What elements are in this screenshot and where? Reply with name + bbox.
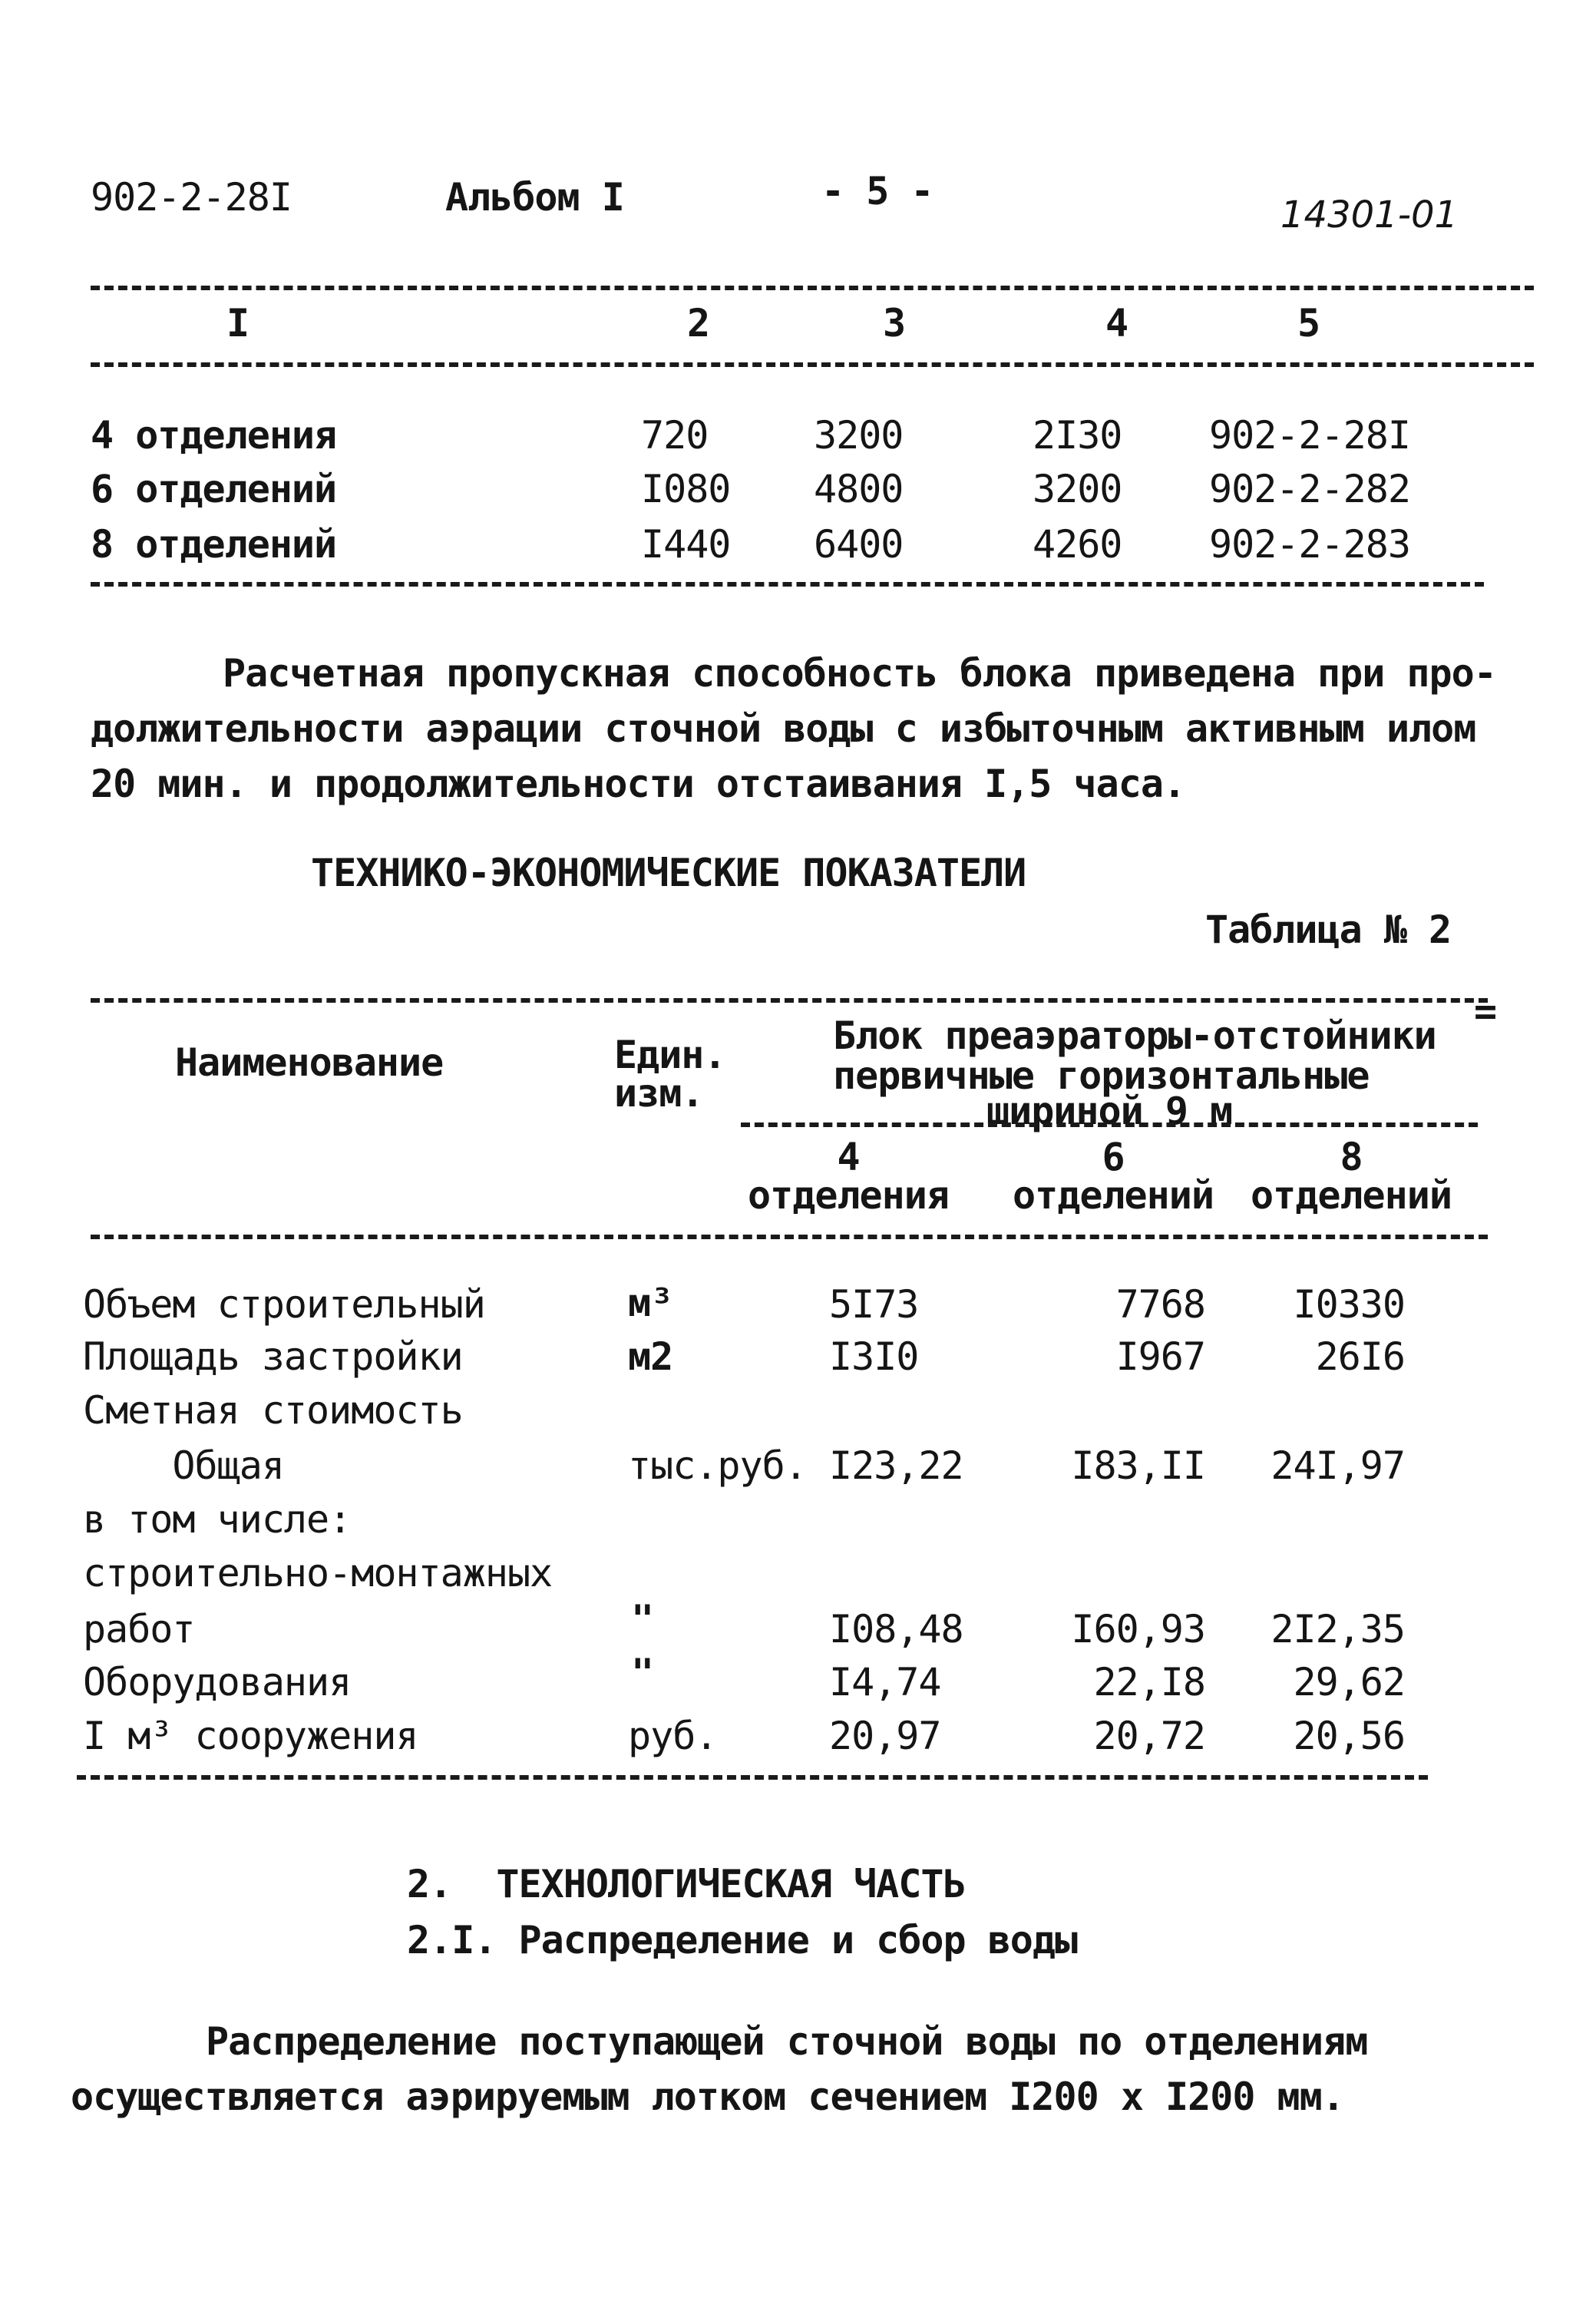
table2-row-v8: 26I6 [1315,1334,1405,1379]
table2-row-unit: руб. [628,1714,718,1758]
table2-row-unit: м³ [628,1281,673,1325]
table2-sub-label-8: отделений [1251,1173,1452,1218]
table2-header-group-2: первичные горизонтальные [833,1053,1370,1098]
table2-row-name: работ [83,1607,195,1651]
handwritten-number: 14301-01 [1280,193,1459,236]
table2-row-unit: м2 [628,1334,673,1379]
table1-cell: 3200 [1033,467,1122,511]
table2-row-v4: I3I0 [829,1334,919,1379]
paragraph-line: 20 мин. и продолжительности отстаивания I,5 часа. [91,762,1186,806]
table2-row-v8: 24I,97 [1271,1443,1405,1488]
table2-row-name: Площадь застройки [83,1334,463,1379]
table2-row-name: Объем строительный [83,1282,485,1327]
table2-row-name: I м³ сооружения [83,1714,418,1758]
table2-row-name: строительно-монтажных [83,1551,553,1595]
table2-row-v6: I967 [1115,1334,1205,1379]
table2-header-unit-2: изм. [614,1071,704,1116]
section2-line: осуществляется аэрируемым лотком сечением I200 x I200 мм. [71,2075,1344,2119]
paragraph-line: Расчетная пропускная способность блока приведена при про- [223,651,1496,696]
table2-row-v8: I0330 [1293,1282,1405,1327]
table2-header-rule [91,1235,1488,1239]
table1-header-rule [91,362,1534,367]
table2-row-unit: " [631,1597,654,1642]
table1-col-3: 3 [883,301,906,346]
table2-header-group-1: Блок преаэраторы-отстойники [833,1013,1436,1058]
table2-row-v4: I23,22 [829,1443,963,1488]
table2-row-v8: 2I2,35 [1271,1607,1405,1651]
table2-sub-label-4: отделения [748,1173,949,1218]
table2-row-v6: I83,II [1071,1443,1205,1488]
table1-col-1: I [226,301,249,346]
table2-row-name: в том числе: [83,1497,352,1542]
table2-header-group-3: шириной 9 м [986,1089,1233,1133]
table2-top-rule [91,998,1488,1003]
table2-row-unit: " [631,1651,654,1695]
album-label: Альбом I [445,175,624,220]
table2-sub-num-4: 4 [837,1135,860,1179]
table1-cell: 902-2-28I [1209,413,1410,458]
table1-cell: 6400 [814,522,904,567]
table1-cell: 4260 [1033,522,1122,567]
table1-cell: 720 [641,413,709,458]
table1-cell: I440 [641,522,731,567]
table1-col-2: 2 [687,301,710,346]
table2-row-v6: 20,72 [1093,1714,1205,1758]
table1-cell: 6 отделений [91,467,337,511]
table1-cell: 4800 [814,467,904,511]
table2-row-v4: 20,97 [829,1714,941,1758]
section-title: ТЕХНИКО-ЭКОНОМИЧЕСКИЕ ПОКАЗАТЕЛИ [311,851,1026,895]
table2-row-v4: I08,48 [829,1607,963,1651]
section2-title: 2. ТЕХНОЛОГИЧЕСКАЯ ЧАСТЬ [407,1862,966,1906]
table2-row-v8: 20,56 [1293,1714,1405,1758]
table2-label: Таблица № 2 [1205,908,1452,952]
table1-col-5: 5 [1297,301,1320,346]
page-number: - 5 - [821,169,933,213]
table2-header-unit-1: Един. [614,1033,726,1077]
document-code: 902-2-28I [91,175,292,220]
table2-sub-num-8: 8 [1340,1135,1363,1179]
table2-row-v6: 7768 [1115,1282,1205,1327]
table2-row-v8: 29,62 [1293,1660,1405,1704]
section2-line: Распределение поступающей сточной воды по отделениям [206,2019,1368,2064]
table2-corner-mark: = [1474,989,1497,1033]
table2-sub-num-6: 6 [1102,1135,1125,1179]
table1-cell: 4 отделения [91,413,337,458]
table2-group-rule [741,1122,1478,1127]
table1-cell: 902-2-283 [1209,522,1410,567]
table1-col-4: 4 [1105,301,1128,346]
paragraph-line: должительности аэрации сточной воды с избыточным активным илом [91,706,1476,751]
table2-row-v4: 5I73 [829,1282,919,1327]
table1-cell: 2I30 [1033,413,1122,458]
table2-row-v4: I4,74 [829,1660,941,1704]
table2-row-name: Общая [83,1443,284,1488]
table1-cell: 902-2-282 [1209,467,1410,511]
table2-row-name: Оборудования [83,1660,352,1704]
table2-sub-label-6: отделений [1013,1173,1214,1218]
section2-subtitle: 2.I. Распределение и сбор воды [407,1918,1078,1962]
table1-cell: I080 [641,467,731,511]
table2-header-name: Наименование [175,1040,444,1085]
table2-row-v6: 22,I8 [1093,1660,1205,1704]
table2-row-unit: тыс.руб. [628,1443,807,1488]
table1-cell: 3200 [814,413,904,458]
table2-row-name: Сметная стоимость [83,1388,463,1433]
table1-cell: 8 отделений [91,522,337,567]
table2-row-v6: I60,93 [1071,1607,1205,1651]
table2-bottom-rule [77,1775,1428,1780]
table1-bottom-rule [91,582,1484,587]
table1-top-rule [91,286,1534,290]
